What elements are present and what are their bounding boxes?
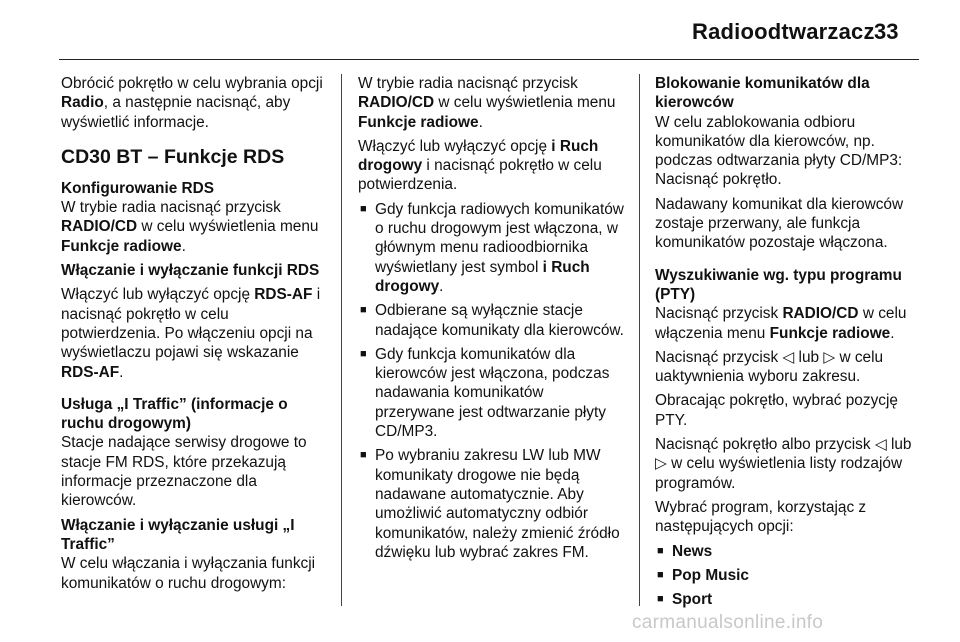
block-paragraph: W celu zablokowania odbioru komunikatów dla kierowców, np. podczas odtwarzania płyty CD/MP3: Nacisnąć pokrętło. bbox=[655, 113, 903, 189]
intro-paragraph: Obrócić pokrętło w celu wybrania opcji Radio, a następnie nacisnąć, aby wyświetlić informacje. bbox=[61, 75, 323, 131]
bullet-square-icon: ■ bbox=[360, 202, 367, 215]
list-item: ■ Po wybraniu zakresu LW lub MW komunikaty drogowe nie będą nadawane automatycznie. Aby umożliwić automatyczny odbiór komunikatów, należy zmienić źródło dźwięku lub wybrać zakres FM. bbox=[360, 447, 620, 561]
config-paragraph: W trybie radia nacisnąć przycisk RADIO/CD w celu wyświetlenia menu Funkcje radiowe. bbox=[61, 199, 319, 255]
bullet-square-icon: ■ bbox=[360, 449, 367, 462]
header-divider bbox=[59, 59, 919, 60]
list-item: ■ Gdy funkcja komunikatów dla kierowców jest włączona, podczas nadawania komunikatów przerywane jest odtwarzanie płyty CD/MP3. bbox=[360, 345, 610, 441]
page-header-title: Radioodtwarzacz bbox=[692, 19, 875, 44]
pty-options-list bbox=[655, 542, 923, 610]
list-item: ■ Pop Music bbox=[657, 566, 749, 584]
rds-onoff-paragraph: Włączyć lub wyłączyć opcję RDS-AF i nacisnąć pokrętło w celu potwierdzenia. Po włączeniu opcji na wyświetlaczu pojawi się wskazanie RDS-AF. bbox=[61, 286, 321, 381]
pty-heading: Wyszukiwanie wg. typu programu (PTY) bbox=[655, 266, 902, 303]
pty-paragraph-2: Nacisnąć przycisk ◁ lub ▷ w celu uaktywnienia wyboru zakresu. bbox=[655, 348, 884, 386]
block-paragraph-2: Nadawany komunikat dla kierowców zostaje przerwany, ale funkcja komunikatów pozostaje włączona. bbox=[655, 195, 904, 252]
pty-paragraph-3: Obracając pokrętło, wybrać pozycję PTY. bbox=[655, 392, 898, 429]
traffic-toggle-paragraph: Włączyć lub wyłączyć opcję i Ruch drogowy i nacisnąć pokrętło w celu potwierdzenia. bbox=[358, 137, 602, 194]
column-3 bbox=[655, 74, 923, 614]
config-heading: Konfigurowanie RDS bbox=[61, 179, 215, 197]
bullet-square-icon: ■ bbox=[657, 593, 664, 606]
column-1 bbox=[61, 74, 327, 598]
bullet-square-icon: ■ bbox=[657, 544, 664, 557]
page-number: 33 bbox=[874, 19, 899, 44]
traffic-bullet-list bbox=[358, 200, 626, 562]
section-title: CD30 BT – Funkcje RDS bbox=[61, 145, 285, 168]
list-item: ■ Sport bbox=[657, 591, 713, 609]
pty-paragraph-5: Wybrać program, korzystając z następujących opcji: bbox=[655, 498, 867, 536]
column-divider-2 bbox=[639, 74, 640, 606]
rds-onoff-heading: Włączanie i wyłączanie funkcji RDS bbox=[61, 262, 320, 280]
traffic-onoff-paragraph: W celu włączania i wyłączania funkcji komunikatów o ruchu drogowym: bbox=[61, 555, 316, 592]
pty-paragraph-4: Nacisnąć pokrętło albo przycisk ◁ lub ▷ w celu wyświetlenia listy rodzajów programów. bbox=[655, 436, 912, 492]
radio-menu-paragraph: W trybie radia nacisnąć przycisk RADIO/CD w celu wyświetlenia menu Funkcje radiowe. bbox=[358, 75, 616, 131]
pty-paragraph-1: Nacisnąć przycisk RADIO/CD w celu włączenia menu Funkcje radiowe. bbox=[655, 305, 907, 342]
bullet-square-icon: ■ bbox=[360, 347, 367, 360]
block-heading: Blokowanie komunikatów dla kierowców bbox=[655, 75, 870, 112]
list-item: ■ News bbox=[657, 542, 713, 560]
bullet-square-icon: ■ bbox=[657, 568, 664, 581]
traffic-onoff-heading: Włączanie i wyłączanie usługi „I Traffic” bbox=[61, 516, 295, 553]
column-2 bbox=[358, 74, 626, 567]
traffic-paragraph: Stacje nadające serwisy drogowe to stacje FM RDS, które przekazują informacje przeznaczone dla kierowców. bbox=[61, 434, 307, 510]
list-item: ■ Gdy funkcja radiowych komunikatów o ruchu drogowym jest włączona, w głównym menu radioodbiornika wyświetlany jest symbol i Ruch drogowy. bbox=[360, 200, 624, 295]
bullet-square-icon: ■ bbox=[360, 304, 367, 317]
traffic-heading: Usługa „I Traffic” (informacje o ruchu drogowym) bbox=[61, 395, 288, 433]
watermark: carmanualsonline.info bbox=[632, 612, 824, 633]
column-divider-1 bbox=[341, 74, 342, 606]
list-item: ■ Odbierane są wyłącznie stacje nadające komunikaty dla kierowców. bbox=[360, 302, 624, 339]
